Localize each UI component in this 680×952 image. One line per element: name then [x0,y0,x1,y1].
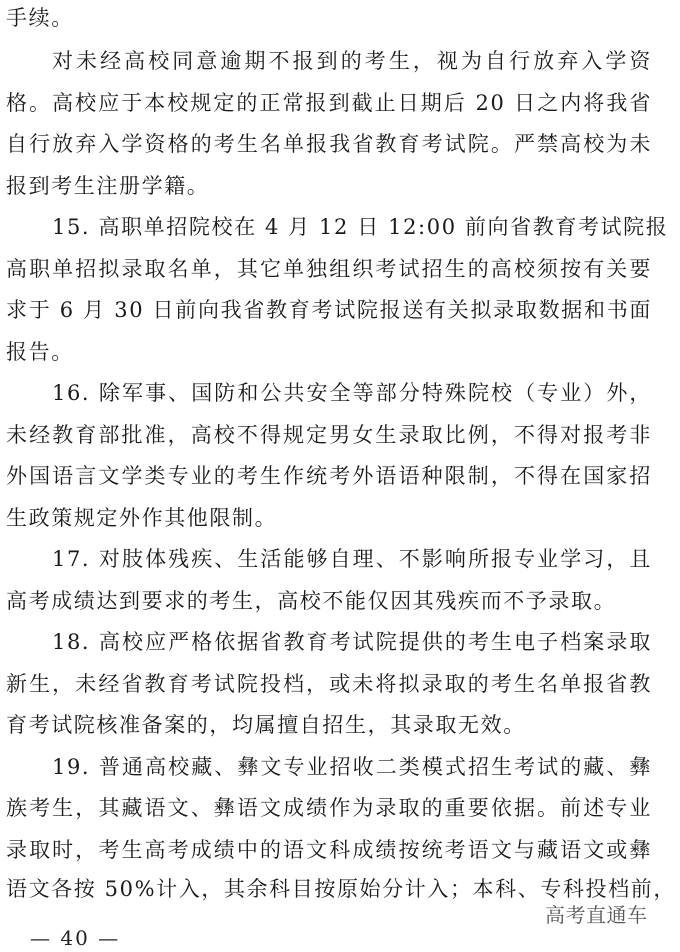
text-line: 语文各按 50%计入，其余科目按原始分计入；本科、专科投档前， [6,877,676,901]
text-line: 对未经高校同意逾期不报到的考生，视为自行放弃入学资 [52,49,652,73]
page-number: — 40 — [30,926,121,950]
text-line: 族考生，其藏语文、彝语文成绩作为录取的重要依据。前述专业 [6,796,652,820]
text-line: 未经教育部批准，高校不得规定男女生录取比例，不得对报考非 [6,423,652,447]
text-line: 育考试院核准备案的，均属擅自招生，其录取无效。 [6,713,526,737]
text-line: 录取时，考生高考成绩中的语文科成绩按统考语文与藏语文或彝 [6,838,652,862]
text-line: 19. 普通高校藏、彝文专业招收二类模式招生考试的藏、彝 [52,755,652,779]
text-line: 求于 6 月 30 日前向我省教育考试院报送有关拟录取数据和书面 [6,298,652,322]
text-line: 高职单招拟录取名单，其它单独组织考试招生的高校须按有关要 [6,257,652,281]
text-line: 报告。 [6,340,74,364]
text-line: 自行放弃入学资格的考生名单报我省教育考试院。严禁高校为未 [6,132,652,156]
text-line: 报到考生注册学籍。 [6,174,210,198]
text-line: 17. 对肢体残疾、生活能够自理、不影响所报专业学习，且 [52,547,652,571]
text-line: 手续。 [6,6,74,30]
text-line: 外国语言文学类专业的考生作统考外语语种限制，不得在国家招 [6,464,652,488]
text-line: 生政策规定外作其他限制。 [6,506,278,530]
text-line: 16. 除军事、国防和公共安全等部分特殊院校（专业）外， [52,381,652,405]
text-line: 高考成绩达到要求的考生，高校不能仅因其残疾而不予录取。 [6,589,617,613]
text-line: 15. 高职单招院校在 4 月 12 日 12:00 前向省教育考试院报 [52,215,669,239]
text-line: 新生，未经省教育考试院投档，或未将拟录取的考生名单报省教 [6,672,652,696]
watermark: 高考直通车 [545,903,648,927]
text-line: 格。高校应于本校规定的正常报到截止日期后 20 日之内将我省 [6,91,652,115]
text-line: 18. 高校应严格依据省教育考试院提供的考生电子档案录取 [52,630,652,654]
